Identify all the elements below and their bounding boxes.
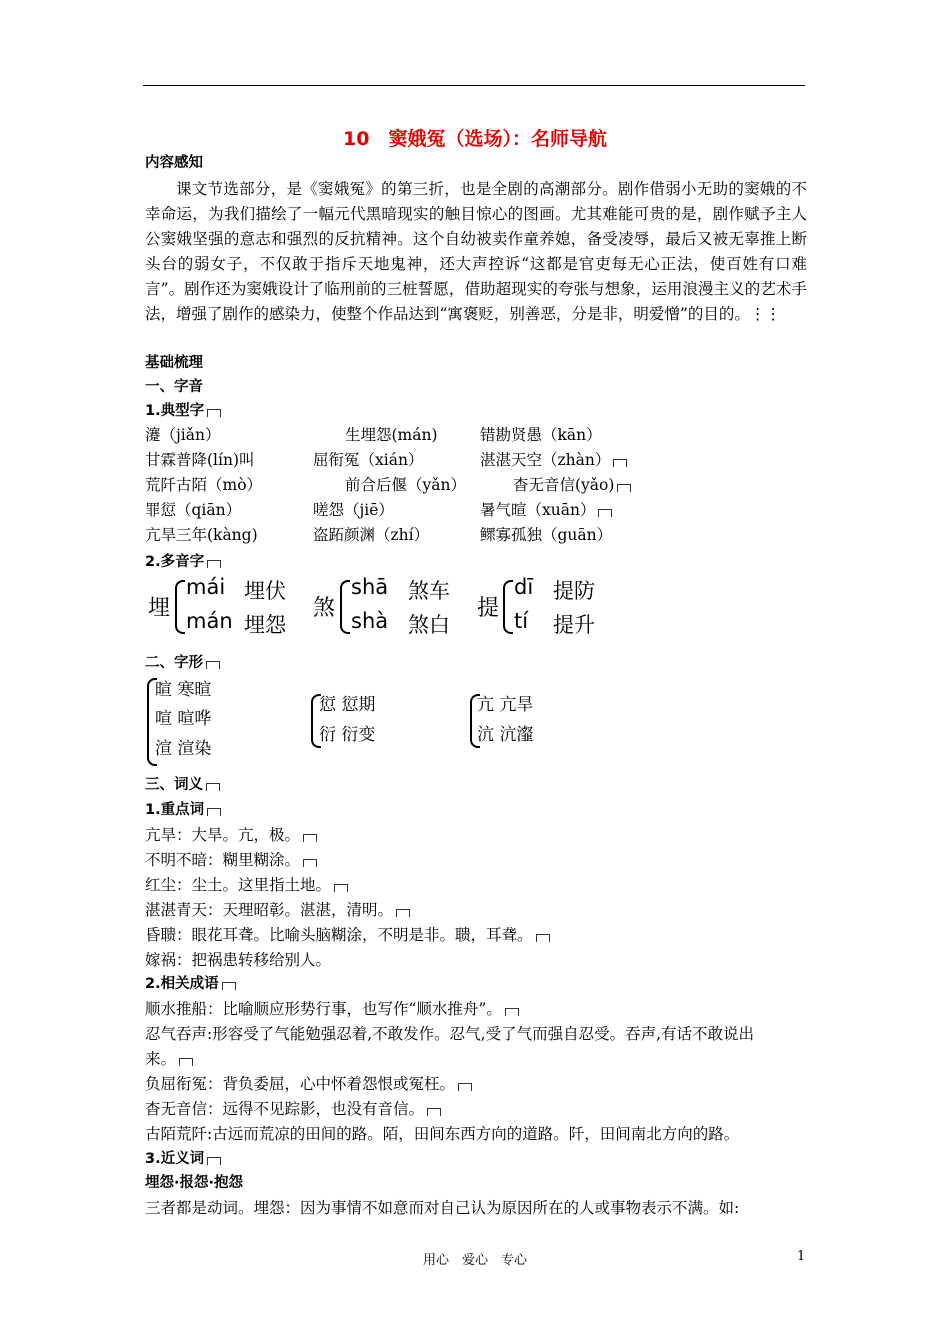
key-word-text: 湛湛青天：天理昭彰。湛湛，清明。	[145, 901, 394, 919]
typical-cell: 亢旱三年(kàng)	[145, 526, 258, 544]
edit-mark-icon	[613, 459, 627, 467]
sub-typical	[145, 401, 221, 421]
idiom-text: 负屈衔冤：背负委屈，心中怀着怨恨或冤枉。	[145, 1075, 456, 1093]
poly-word: 埋怨	[244, 613, 286, 637]
brace-icon	[503, 580, 513, 634]
edit-mark-icon	[505, 1008, 519, 1016]
poly-reading: tí	[514, 609, 529, 633]
idiom-line	[145, 1099, 441, 1119]
poly-char: 埋	[148, 596, 171, 621]
edit-mark-icon	[303, 859, 317, 867]
brace-icon	[340, 580, 350, 634]
idiom-line: 古陌荒阡:古远而荒凉的田间的路。陌，田间东西方向的道路。阡，田间南北方向的路。	[145, 1125, 740, 1143]
key-word-line	[145, 825, 317, 845]
form-item: 渲 渲染	[155, 739, 212, 759]
page-title: 10 窦娥冤（选场）：名师导航	[343, 128, 607, 150]
typical-cell: 生埋怨(mán)	[345, 426, 438, 444]
edit-mark-icon	[427, 1108, 441, 1116]
idiom-line	[145, 999, 519, 1019]
poly-reading: mán	[186, 609, 233, 633]
key-word-text: 红尘：尘土。这里指土地。	[145, 876, 332, 894]
section-meaning	[145, 775, 220, 795]
poly-word: 提防	[553, 579, 595, 603]
typical-cell	[513, 475, 631, 495]
edit-mark-icon	[598, 509, 612, 517]
typical-cell-text: 湛湛天空（zhàn）	[480, 451, 611, 469]
edit-mark-icon	[536, 934, 550, 942]
section-meaning-label: 三、词义	[145, 777, 203, 793]
edit-mark-icon	[334, 884, 348, 892]
page-footer: 用心 爱心 专心	[422, 1253, 527, 1268]
typical-cell: 嗟怨（jiē）	[313, 501, 394, 519]
synonym-text: 三者都是动词。埋怨：因为事情不如意而对自己认为原因所在的人或事物表示不满。如:	[145, 1199, 740, 1217]
typical-cell: 瀽（jiǎn）	[145, 426, 221, 444]
edit-mark-icon	[179, 1058, 193, 1066]
form-item: 愆 愆期	[319, 695, 376, 715]
typical-cell: 屈衔冤（xián）	[313, 451, 424, 469]
brace-icon	[175, 580, 185, 634]
edit-mark-icon	[222, 982, 236, 990]
typical-cell: 鳏寡孤独（guān）	[480, 526, 613, 544]
sub-key-label: 1.重点词	[145, 802, 205, 818]
form-item: 衍 衍变	[319, 725, 376, 745]
sub-idiom-label: 2.相关成语	[145, 976, 219, 992]
idiom-line	[145, 1074, 472, 1094]
edit-mark-icon	[458, 1083, 472, 1091]
typical-cell	[480, 500, 612, 520]
section-form-label: 二、字形	[145, 655, 203, 671]
edit-mark-icon	[206, 661, 220, 669]
typical-cell: 甘霖普降(lín)叫	[145, 451, 255, 469]
content-paragraph: 课文节选部分，是《窦娥冤》的第三折，也是全剧的高潮部分。剧作借弱小无助的窦娥的不幸命运，为我们描绘了一幅元代黑暗现实的触目惊心的图画。尤其难能可贵的是，剧作赋予主人公窦娥坚强的意志和强烈的反抗精神。这个自幼被卖作童养媳，备受凌辱，最后又被无辜推上断头台的弱女子，不仅敢于指斥天地鬼神，还大声控诉“这都是官吏每无心正法，使百姓有口难言”。剧作还为窦娥设计了临刑前的三桩誓愿，借助超现实的夸张与想象，运用浪漫主义的艺术手法，增强了剧作的感染力，使整个作品达到“寓褒贬，别善恶，分是非，明爱憎”的目的。⋮⋮	[145, 180, 807, 323]
sub-key	[145, 800, 221, 820]
idiom-text: 来。	[145, 1050, 177, 1068]
sub-poly	[145, 552, 221, 572]
key-word-text: 不明不暗：糊里糊涂。	[145, 851, 301, 869]
edit-mark-icon	[207, 560, 221, 568]
typical-cell	[480, 450, 627, 470]
form-item: 暄 寒暄	[155, 680, 212, 700]
key-word-line	[145, 875, 348, 895]
typical-cell: 错勘贤愚（kān）	[480, 426, 602, 444]
sub-typical-label: 1.典型字	[145, 403, 205, 419]
header-rule	[143, 85, 805, 86]
edit-mark-icon	[207, 409, 221, 417]
idiom-text: 顺水推船：比喻顺应形势行事，也写作“顺水推舟”。	[145, 1000, 502, 1018]
poly-reading: shā	[351, 575, 389, 599]
poly-char: 提	[477, 596, 500, 621]
key-word-line: 嫁祸：把祸患转移给别人。	[145, 951, 332, 969]
key-word-text: 亢旱：大旱。亢，极。	[145, 826, 301, 844]
section-content: 内容感知	[145, 155, 203, 171]
typical-cell: 罪愆（qiān）	[145, 501, 242, 519]
key-word-line	[145, 850, 317, 870]
edit-mark-icon	[303, 834, 317, 842]
form-item: 喧 喧哗	[155, 709, 212, 729]
typical-cell-text: 杳无音信(yǎo)	[513, 476, 615, 494]
typical-cell-text: 暑气暄（xuān）	[480, 501, 596, 519]
key-word-line	[145, 925, 550, 945]
poly-word: 煞白	[408, 613, 450, 637]
key-word-line	[145, 900, 410, 920]
key-word-text: 昏聩：眼花耳聋。比喻头脑糊涂，不明是非。聩，耳聋。	[145, 926, 533, 944]
edit-mark-icon	[617, 484, 631, 492]
sub-synonym	[145, 1149, 221, 1169]
idiom-line: 忍气吞声:形容受了气能勉强忍着,不敢发作。忍气,受了气而强自忍受。吞声,有话不敢说出	[145, 1025, 755, 1043]
poly-reading: dī	[514, 575, 534, 599]
typical-cell: 前合后偃（yǎn）	[345, 476, 466, 494]
form-item: 亢 亢旱	[477, 695, 534, 715]
idiom-line	[145, 1049, 193, 1069]
section-form	[145, 653, 220, 673]
poly-reading: shà	[351, 609, 389, 633]
sub-poly-label: 2.多音字	[145, 554, 205, 570]
edit-mark-icon	[207, 1157, 221, 1165]
poly-word: 提升	[553, 613, 595, 637]
typical-cell: 盗跖颜渊（zhí）	[313, 526, 430, 544]
typical-cell: 荒阡古陌（mò）	[145, 476, 263, 494]
page-number: 1	[797, 1249, 806, 1264]
poly-reading: mái	[186, 575, 226, 599]
poly-word: 煞车	[408, 579, 450, 603]
section-zi: 一、字音	[145, 379, 203, 395]
form-item: 沆 沆瀣	[477, 725, 534, 745]
synonym-heading: 埋怨·报怨·抱怨	[145, 1175, 244, 1191]
edit-mark-icon	[396, 909, 410, 917]
section-basic: 基础梳理	[145, 355, 203, 371]
sub-synonym-label: 3.近义词	[145, 1151, 205, 1167]
idiom-text: 杳无音信：远得不见踪影，也没有音信。	[145, 1100, 425, 1118]
sub-idiom	[145, 974, 236, 994]
poly-word: 埋伏	[244, 579, 286, 603]
edit-mark-icon	[207, 808, 221, 816]
edit-mark-icon	[206, 783, 220, 791]
poly-char: 煞	[313, 596, 336, 621]
